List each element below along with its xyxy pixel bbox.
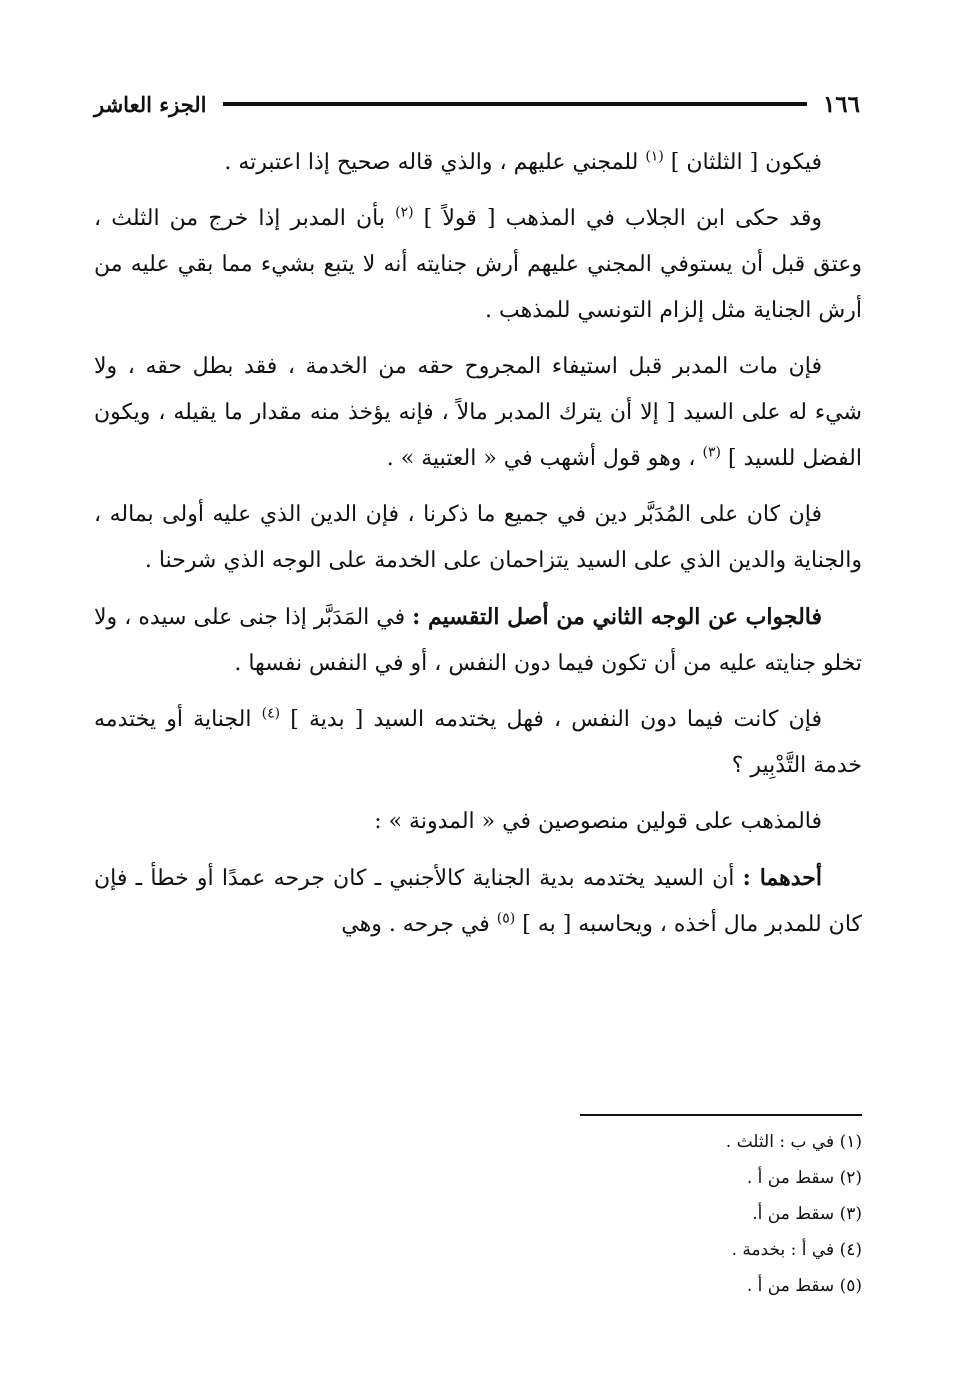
footnote-2: (٢) سقط من أ . xyxy=(746,1168,862,1188)
paragraph-text: ، وهو قول أشهب في « العتبية » . xyxy=(386,446,703,471)
footnote-ref-1[interactable]: (١) xyxy=(645,148,664,165)
footnote-ref-4[interactable]: (٤) xyxy=(261,705,281,722)
paragraph-text: فإن كان على المُدَبَّر دين في جميع ما ذكرنا ، فإن الدين الذي عليه أولى بماله ، والجناية والدين الذي على السيد يتزاحمان على الخدمة على الوجه الذي شرحنا . xyxy=(94,502,862,573)
paragraph-text: في جرحه . وهي xyxy=(341,912,497,937)
paragraph-5 xyxy=(94,594,862,687)
paragraph-1 xyxy=(94,140,862,186)
paragraph-text: فيكون [ الثلثان ] xyxy=(663,150,822,175)
page-header xyxy=(94,84,860,124)
footnote-separator xyxy=(580,1114,862,1116)
paragraph-text: أن السيد يختدمه بدية الجناية كالأجنبي ـ كان جرحه عمدًا أو خطأ ـ فإن كان للمدبر مال أخذه ، ويحاسبه [ به ] xyxy=(94,866,862,937)
paragraph-text: للمجني عليهم ، والذي قاله صحيح إذا اعتبرته . xyxy=(224,150,646,175)
paragraph-6 xyxy=(94,697,862,789)
paragraph-3 xyxy=(94,344,862,482)
paragraph-text: وقد حكى ابن الجلاب في المذهب [ قولاً ] xyxy=(413,206,822,231)
footnote-3: (٣) سقط من أ. xyxy=(752,1204,862,1224)
paragraph-text: في المَدَبَّر إذا جنى على سيده ، ولا تخلو جنايته عليه من أن تكون فيما دون النفس ، أو في النفس نفسها . xyxy=(94,605,862,676)
paragraph-4 xyxy=(94,492,862,584)
running-title: الجزء العاشر xyxy=(94,91,207,117)
footnote-1: (١) في ب : الثلث . xyxy=(725,1132,862,1152)
footnote-ref-2[interactable]: (٢) xyxy=(395,204,414,221)
paragraph-text: فإن كانت فيما دون النفس ، فهل يختدمه السيد [ بدية ] xyxy=(280,707,823,732)
footnote-4: (٤) في أ : بخدمة . xyxy=(731,1240,862,1260)
paragraph-text: فإن مات المدبر قبل استيفاء المجروح حقه من الخدمة ، فقد بطل حقه ، ولا شيء له على السيد [ إلا أن يترك المدبر مالاً ، فإنه يؤخذ منه مقدار ما يقيله ، ويكون الفضل للسيد ] xyxy=(94,354,862,471)
footnotes xyxy=(462,1124,862,1304)
paragraph-text: بأن المدبر إذا خرج من الثلث ، وعتق قبل أن يستوفي المجني عليهم أرش جنايته أنه لا يتبع بشيء مما بقي عليه من أرش الجناية مثل إلزام التونسي للمذهب . xyxy=(94,206,862,323)
paragraph-text: فالمذهب على قولين منصوصين في « المدونة » : xyxy=(374,809,822,834)
paragraph-8 xyxy=(94,855,862,948)
paragraph-7 xyxy=(94,799,862,845)
header-rule xyxy=(223,102,807,106)
paragraph-text: الجناية أو يختدمه خدمة التَّدْبِير ؟ xyxy=(94,707,862,778)
paragraph-2 xyxy=(94,196,862,334)
paragraph-heading: أحدهما : xyxy=(742,865,822,891)
page-number: ١٦٦ xyxy=(822,90,860,118)
footnote-ref-5[interactable]: (٥) xyxy=(496,910,516,927)
paragraph-heading: فالجواب عن الوجه الثاني من أصل التقسيم : xyxy=(412,604,822,630)
main-text xyxy=(94,140,862,958)
footnote-5: (٥) سقط من أ . xyxy=(746,1276,862,1296)
footnote-ref-3[interactable]: (٣) xyxy=(702,444,721,461)
